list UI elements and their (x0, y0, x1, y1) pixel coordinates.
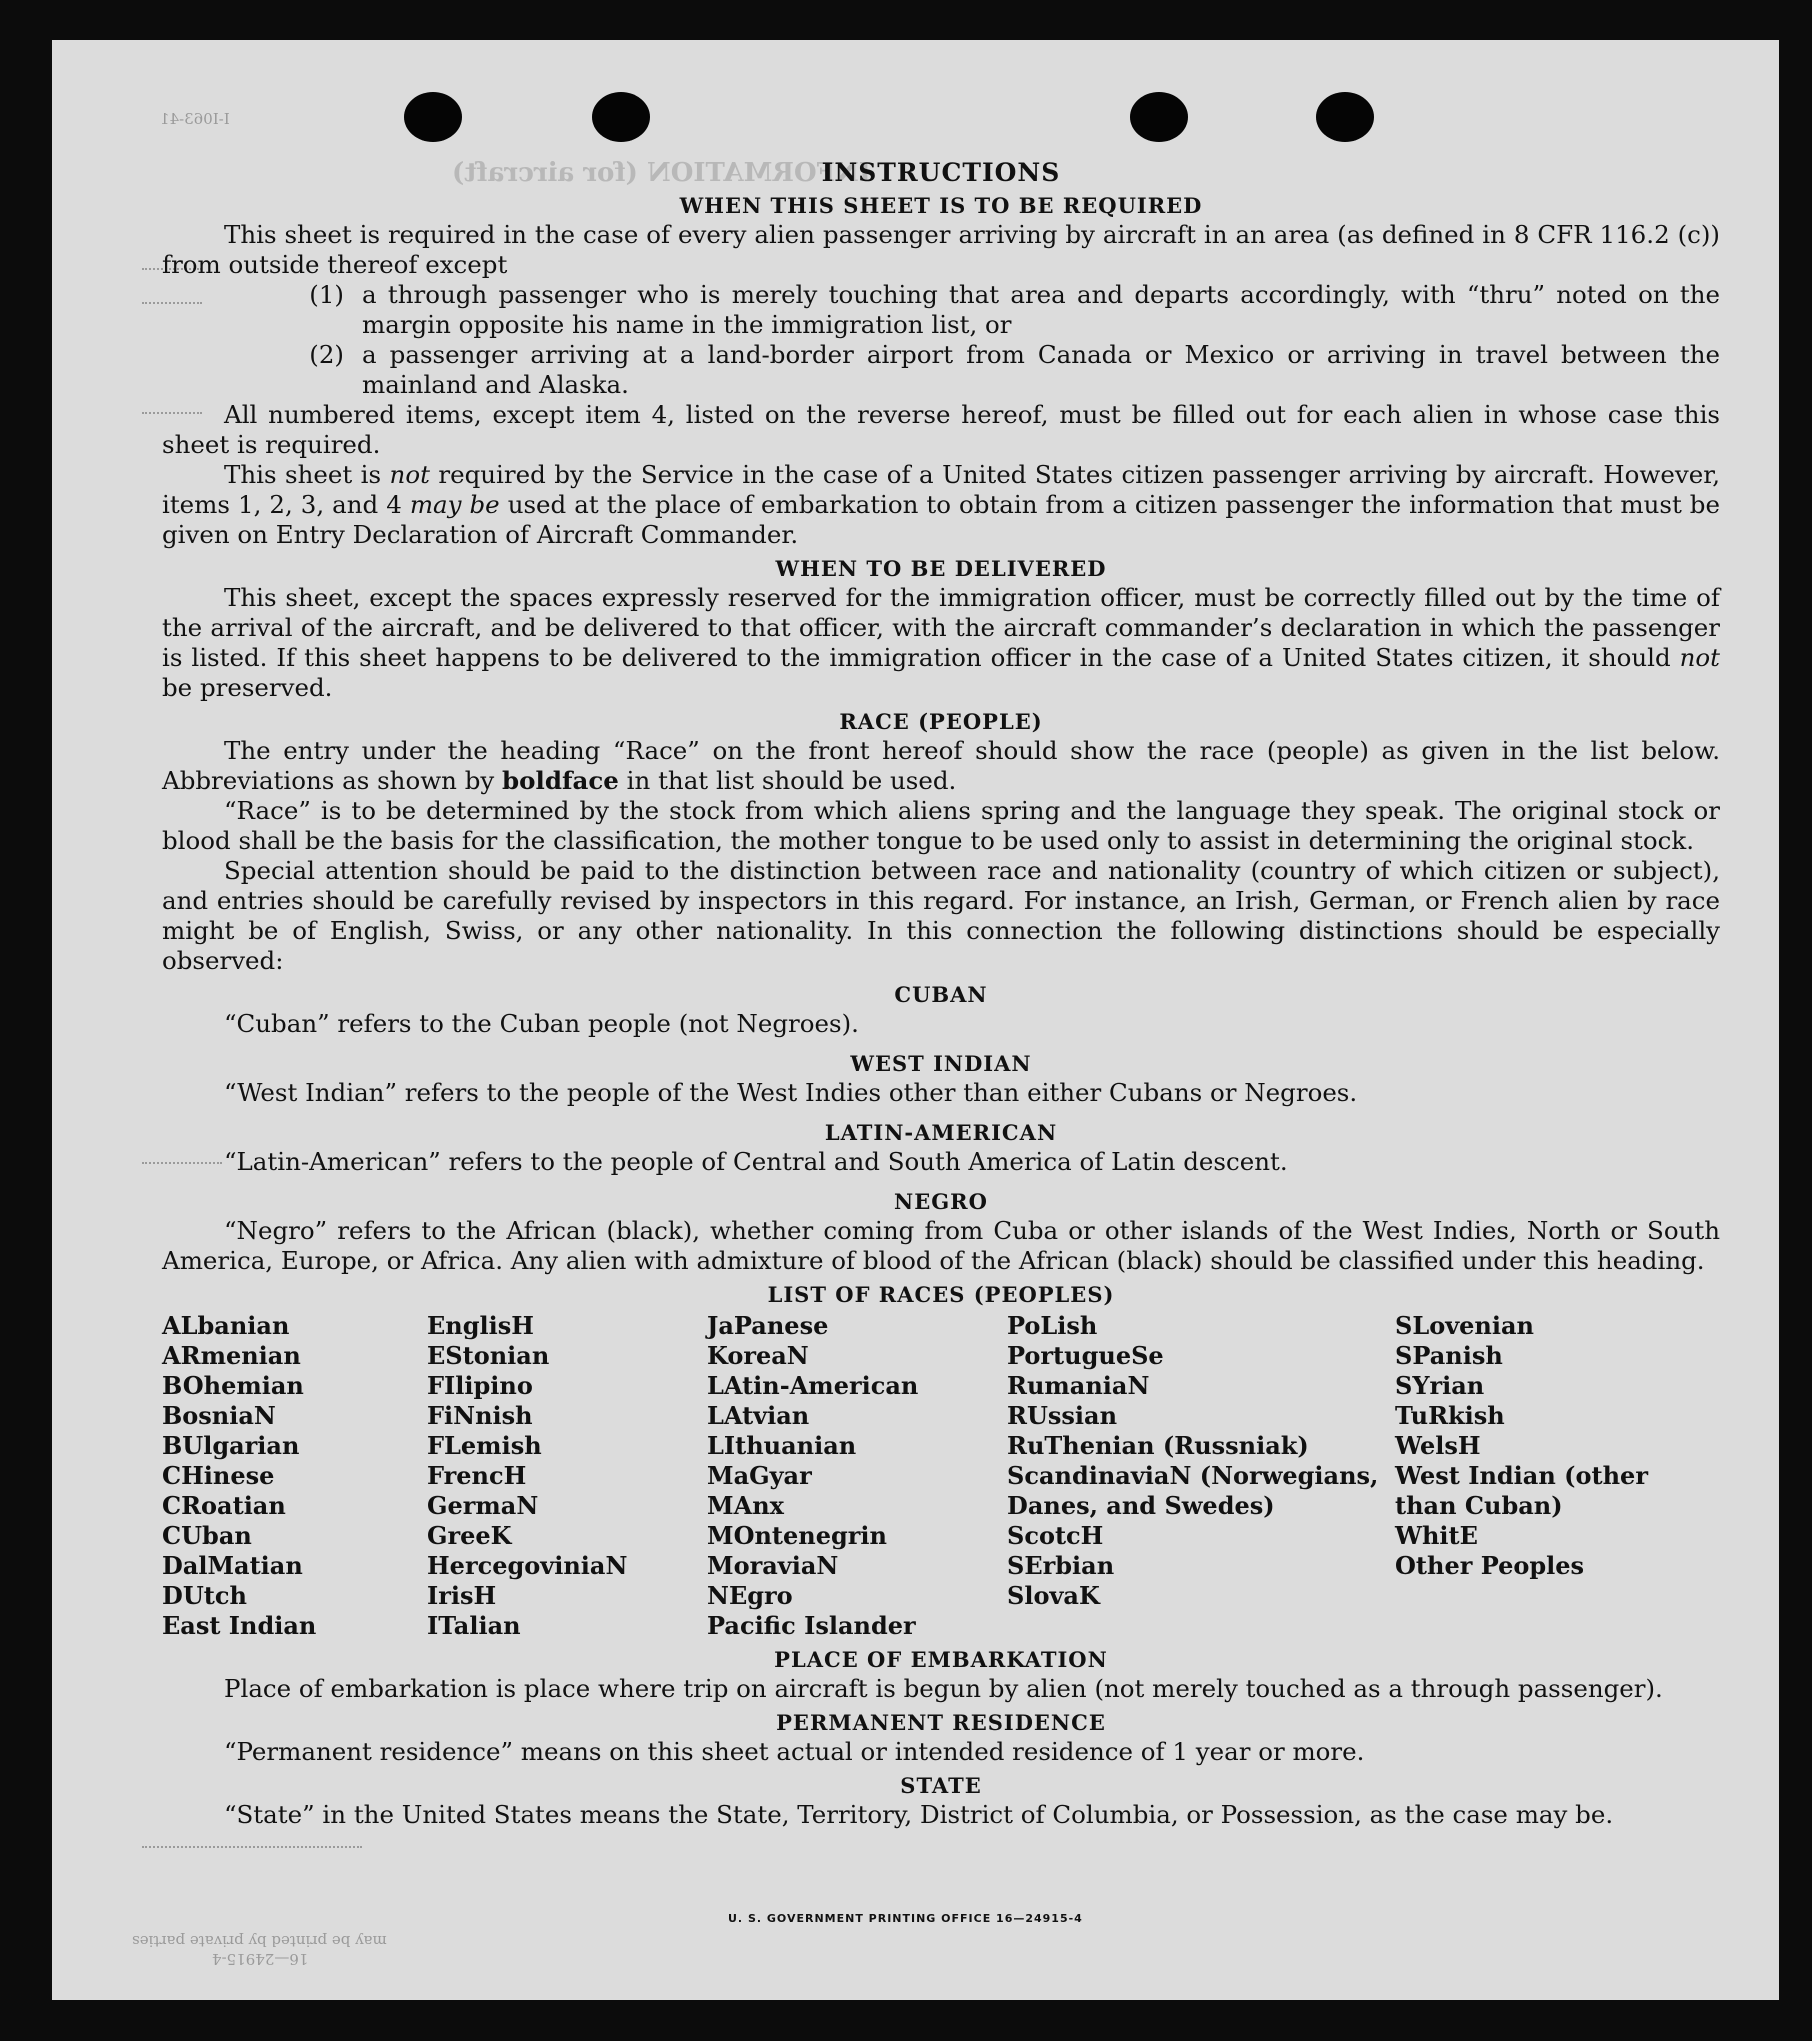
paragraph: “Race” is to be determined by the stock from which aliens spring and the language they speak. The original stock or blood shall be the basis for the classification, the mother tongue to be used only to assist in determining the original stock. (162, 796, 1720, 855)
race-item: MAnx (707, 1491, 784, 1520)
race-item: ALbanian (162, 1311, 290, 1340)
race-item: DUtch (162, 1581, 247, 1610)
race-item: East Indian (162, 1611, 317, 1640)
race-item: CHinese (162, 1461, 275, 1490)
race-column (707, 1311, 1007, 1641)
race-item: WhitE (1395, 1521, 1478, 1550)
race-item: JaPanese (707, 1311, 829, 1340)
emphasis: not (389, 460, 430, 489)
race-item: West Indian (other than Cuban) (1395, 1461, 1648, 1520)
race-item: FLemish (427, 1431, 542, 1460)
race-item: SYrian (1395, 1371, 1485, 1400)
exception-text: a through passenger who is merely touching that area and departs accordingly, with “thru” noted on the margin opposite his name in the immigration list, or (362, 280, 1720, 339)
race-item: CUban (162, 1521, 252, 1550)
text-run: This sheet, except the spaces expressly reserved for the immigration officer, must be correctly filled out by the time of the arrival of the aircraft, and be delivered to that officer, with the aircraft commander’s declaration in which the passenger is listed. If this sheet happens to be delivered to the immigration officer in the case of a United States citizen, it should (162, 583, 1720, 672)
race-item: ScotcH (1007, 1521, 1104, 1550)
race-item: EStonian (427, 1341, 550, 1370)
race-list (162, 1311, 1720, 1641)
race-item: KoreaN (707, 1341, 809, 1370)
race-item: ScandinaviaN (Norwegians, Danes, and Swedes) (1007, 1461, 1379, 1520)
paragraph: This sheet is required in the case of every alien passenger arriving by aircraft in an area (as defined in 8 CFR 116.2 (c)) from outside thereof except (162, 220, 1720, 279)
punch-hole (404, 92, 462, 142)
paragraph: “West Indian” refers to the people of the West Indies other than either Cubans or Negroes. (224, 1078, 1358, 1107)
text-run: used at the place of embarkation to obtain from a citizen passenger the information that must be given on Entry Declaration of Aircraft Commander. (162, 490, 1720, 549)
text-run: be preserved. (162, 673, 333, 702)
race-item: BUlgarian (162, 1431, 300, 1460)
section-heading-latin-american: LATIN-AMERICAN (824, 1120, 1058, 1145)
race-item: PoLish (1007, 1311, 1098, 1340)
section-heading-cuban: CUBAN (894, 982, 988, 1007)
section-heading-race: RACE (PEOPLE) (839, 709, 1043, 734)
bleed-dotted-line (142, 1846, 362, 1848)
section-heading-delivered: WHEN TO BE DELIVERED (775, 556, 1107, 581)
text-run: The entry under the heading “Race” on the front hereof should show the race (people) as given in the list below. Abbreviations as shown by (162, 736, 1720, 795)
race-item: HercegoviniaN (427, 1551, 628, 1580)
race-item: RUssian (1007, 1401, 1118, 1430)
race-item: DalMatian (162, 1551, 303, 1580)
bleed-through-text: I-I063-41 (160, 110, 230, 128)
bold-term: boldface (502, 766, 619, 795)
section-heading-west-indian: WEST INDIAN (850, 1051, 1032, 1076)
race-item: SlovaK (1007, 1581, 1100, 1610)
section-heading-required: WHEN THIS SHEET IS TO BE REQUIRED (679, 193, 1203, 218)
race-item: FiNnish (427, 1401, 533, 1430)
race-item: TuRkish (1395, 1401, 1505, 1430)
paragraph: “State” in the United States means the State, Territory, District of Columbia, or Possession, as the case may be. (224, 1800, 1614, 1829)
paragraph (162, 583, 1720, 703)
paragraph (162, 460, 1720, 550)
race-item: PortugueSe (1007, 1341, 1164, 1370)
text-run: required by the Service in the case of a United States citizen passenger arriving by aircraft. However, items 1, 2, 3, and 4 (162, 460, 1720, 519)
race-item: LAtin-American (707, 1371, 919, 1400)
bleed-through-text: may be printed by private parties (132, 1932, 387, 1950)
race-item: GreeK (427, 1521, 512, 1550)
race-item: SLovenian (1395, 1311, 1534, 1340)
page-title: INSTRUCTIONS (821, 158, 1061, 187)
race-item: RumaniaN (1007, 1371, 1150, 1400)
exception-number: (1) (309, 280, 344, 309)
paragraph: “Permanent residence” means on this sheet actual or intended residence of 1 year or more. (224, 1737, 1365, 1766)
emphasis: not (1679, 643, 1720, 672)
race-item: CRoatian (162, 1491, 286, 1520)
text-run: This sheet is (224, 460, 390, 489)
instructions-content (162, 158, 1720, 1830)
paragraph: “Latin-American” refers to the people of Central and South America of Latin descent. (224, 1147, 1288, 1176)
race-item: EnglisH (427, 1311, 534, 1340)
race-item: LAtvian (707, 1401, 810, 1430)
punch-hole (1130, 92, 1188, 142)
exception-text: a passenger arriving at a land-border airport from Canada or Mexico or arriving in travel between the mainland and Alaska. (362, 340, 1720, 399)
paragraph: Special attention should be paid to the distinction between race and nationality (country of which citizen or subject), and entries should be carefully revised by inspectors in this regard. For instance, an Irish, German, or French alien by race might be of English, Swiss, or any other nationality. In this connection the following distinctions should be especially observed: (162, 856, 1720, 975)
race-column (1007, 1311, 1395, 1641)
race-item: WelsH (1395, 1431, 1481, 1460)
exception-item (162, 340, 1720, 400)
race-item: BosniaN (162, 1401, 276, 1430)
race-column (162, 1311, 427, 1641)
punch-hole (592, 92, 650, 142)
race-item: FrencH (427, 1461, 527, 1490)
paragraph: “Cuban” refers to the Cuban people (not Negroes). (224, 1009, 859, 1038)
race-column (427, 1311, 707, 1641)
paragraph: Place of embarkation is place where trip on aircraft is begun by alien (not merely touched as a through passenger). (224, 1674, 1663, 1703)
document-sheet (52, 40, 1779, 2000)
text-run: in that list should be used. (618, 766, 957, 795)
race-item: IrisH (427, 1581, 497, 1610)
bleed-through-text: INFORMATION (for aircraft) (452, 158, 872, 188)
bleed-through-text: 16—24915-4 (212, 1950, 309, 1968)
race-item: MaGyar (707, 1461, 812, 1490)
race-item: SErbian (1007, 1551, 1115, 1580)
race-item: BOhemian (162, 1371, 304, 1400)
punch-hole (1316, 92, 1374, 142)
section-heading-races: LIST OF RACES (PEOPLES) (767, 1282, 1115, 1307)
race-item: Pacific Islander (707, 1611, 916, 1640)
section-heading-negro: NEGRO (894, 1189, 988, 1214)
race-item: FIlipino (427, 1371, 533, 1400)
race-item: NEgro (707, 1581, 793, 1610)
race-item: Other Peoples (1395, 1551, 1585, 1580)
section-heading-residence: PERMANENT RESIDENCE (776, 1710, 1106, 1735)
paragraph (162, 736, 1720, 796)
section-heading-state: STATE (900, 1773, 982, 1798)
race-item: LIthuanian (707, 1431, 857, 1460)
race-item: GermaN (427, 1491, 539, 1520)
exception-item (162, 280, 1720, 340)
race-item: ARmenian (162, 1341, 301, 1370)
emphasis: may be (409, 490, 500, 519)
race-item: MOntenegrin (707, 1521, 887, 1550)
race-item: SPanish (1395, 1341, 1503, 1370)
paragraph: “Negro” refers to the African (black), whether coming from Cuba or other islands of the West Indies, North or South America, Europe, or Africa. Any alien with admixture of blood of the African (black) should be classified under this heading. (162, 1216, 1720, 1275)
section-heading-embarkation: PLACE OF EMBARKATION (774, 1647, 1108, 1672)
exception-number: (2) (309, 340, 344, 369)
race-column (1395, 1311, 1695, 1641)
race-item: MoraviaN (707, 1551, 839, 1580)
race-item: ITalian (427, 1611, 521, 1640)
race-item: RuThenian (Russniak) (1007, 1431, 1309, 1460)
paragraph: All numbered items, except item 4, listed on the reverse hereof, must be filled out for each alien in whose case this sheet is required. (162, 400, 1720, 459)
printing-office-footer: U. S. GOVERNMENT PRINTING OFFICE 16—24915-4 (728, 1912, 1083, 1925)
